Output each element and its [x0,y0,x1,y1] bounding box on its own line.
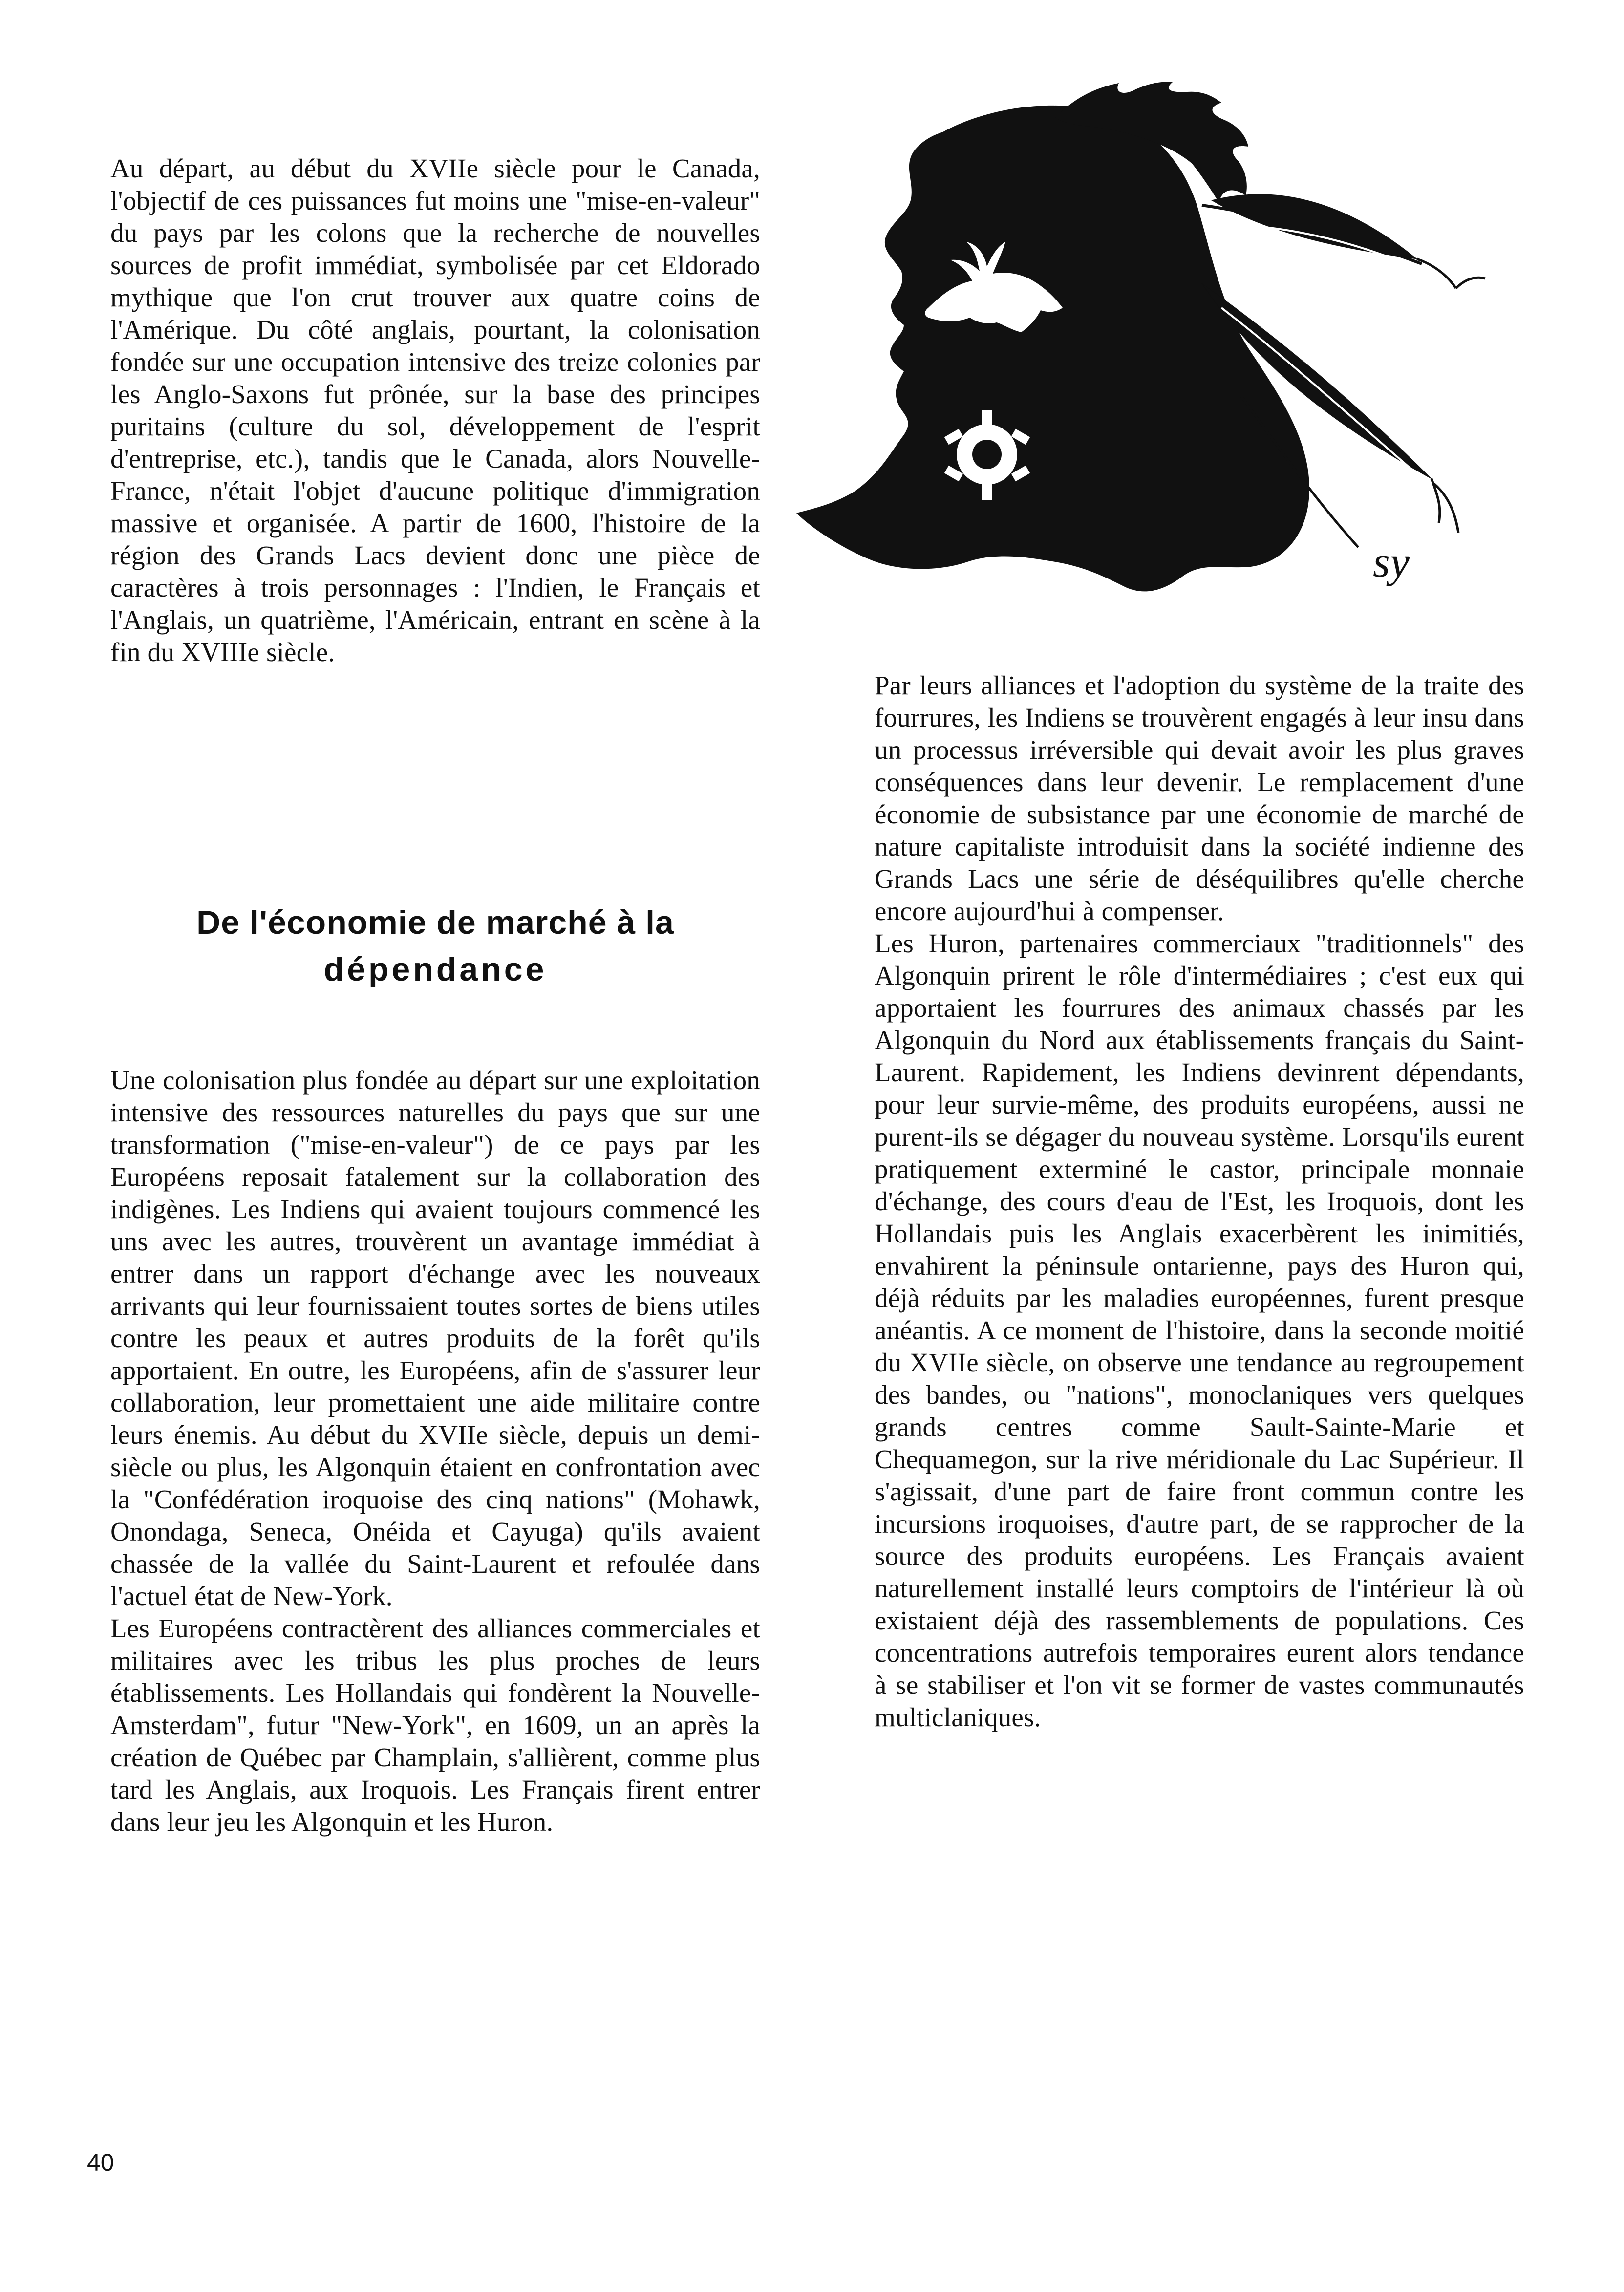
colonisation-paragraph: Une colonisation plus fondée au départ sur une exploitation intensive des ressources naturelles du pays que sur une transformation ("mise-en-valeur") de ce pays par les Européens reposait fatalement sur la collaboration des indigènes. Les Indiens qui avaient toujours commencé les uns avec les autres, trouvèrent un avantage immédiat à entrer dans un rapport d'échange avec les nouveaux arrivants qui leur fournissaient toutes sortes de biens utiles contre les peaux et autres produits de la forêt qu'ils apportaient. En outre, les Européens, afin de s'assurer leur collaboration, leur promettaient une aide militaire contre leurs énemis. Au début du XVIIe siècle, depuis un demi-siècle ou plus, les Algonquin étaient en confrontation avec la "Confédération iroquoise des cinq nations" (Mohawk, Onondaga, Seneca, Onéida et Cayuga) qu'ils avaient chassée de la vallée du Saint-Laurent et refoulée dans l'actuel état de New-York. [110,1065,760,1611]
left-bottom-column [110,1064,760,1838]
section-heading [110,899,760,993]
alliances-paragraph: Les Européens contractèrent des alliances commerciales et militaires avec les tribus les plus proches de leurs établissements. Les Hollandais qui fondèrent la Nouvelle-Amsterdam", futur "New-York", en 1609, un an après la création de Québec par Champlain, s'allièrent, comme plus tard les Anglais, aux Iroquois. Les Français firent entrer dans leur jeu les Algonquin et les Huron. [110,1613,760,1837]
huron-paragraph: Les Huron, partenaires commerciaux "traditionnels" des Algonquin prirent le rôle d'intermédiaires ; c'est eux qui apportaient les fourrures des animaux chassés par les Algonquin du Nord aux établissements français du Saint-Laurent. Rapidement, les Indiens devinrent dépendants, pour leur survie-même, des produits européens, aussi ne purent-ils se dégager du nouveau système. Lorsqu'ils eurent pratiquement exterminé le castor, principale monnaie d'échange, des cours d'eau de l'Est, les Iroquois, dont les Hollandais puis les Anglais exacerbèrent les inimitiés, envahirent la péninsule ontarienne, pays des Huron qui, déjà réduits par les maladies européennes, furent presque anéantis. A ce moment de l'histoire, dans la seconde moitié du XVIIe siècle, on observe une tendance au regroupement des bandes, ou "nations", monoclaniques vers quelques grands centres comme Sault-Sainte-Marie et Chequamegon, sur la rive méridionale du Lac Supérieur. Il s'agissait, d'une part de faire front commun contre les incursions iroquoises, d'autre part, de se rapprocher de la source des produits européens. Les Français avaient naturellement installé leurs comptoirs de l'intérieur là où existaient déjà des rassemblements de populations. Ces concentrations autrefois temporaires eurent alors tendance à se stabiliser et l'on vit se former de vastes communautés multiclaniques. [875,928,1524,1732]
native-head-illustration [782,78,1554,635]
left-top-column [110,152,760,668]
section-heading-line-2: dépendance [323,951,547,988]
right-column [875,669,1524,1734]
artist-signature: sy [1373,538,1410,586]
page-number: 40 [87,2149,114,2176]
fur-trade-paragraph: Par leurs alliances et l'adoption du système de la traite des fourrures, les Indiens se trouvèrent engagés à leur insu dans un processus irréversible qui devait avoir les plus graves conséquences dans leur devenir. Le remplacement d'une économie de subsistance par une économie de marché de nature capitaliste introduisit dans la société indienne des Grands Lacs une série de déséquilibres qu'elle cherche encore aujourd'hui à compenser. [875,670,1524,926]
intro-paragraph: Au départ, au début du XVIIe siècle pour le Canada, l'objectif de ces puissances fut moins une "mise-en-valeur" du pays par les colons que la recherche de nouvelles sources de profit immédiat, symbolisée par cet Eldorado mythique que l'on crut trouver aux quatre coins de l'Amérique. Du côté anglais, pourtant, la colonisation fondée sur une occupation intensive des treize colonies par les Anglo-Saxons fut prônée, sur la base des principes puritains (culture du sol, développement de l'esprit d'entreprise, etc.), tandis que le Canada, alors Nouvelle-France, n'était l'objet d'aucune politique d'immigration massive et organisée. A partir de 1600, l'histoire de la région des Grands Lacs devient donc une pièce de caractères à trois personnages : l'Indien, le Français et l'Anglais, un quatrième, l'Américain, entrant en scène à la fin du XVIIIe siècle. [110,153,760,667]
section-heading-line-1: De l'économie de marché à la [196,904,674,941]
